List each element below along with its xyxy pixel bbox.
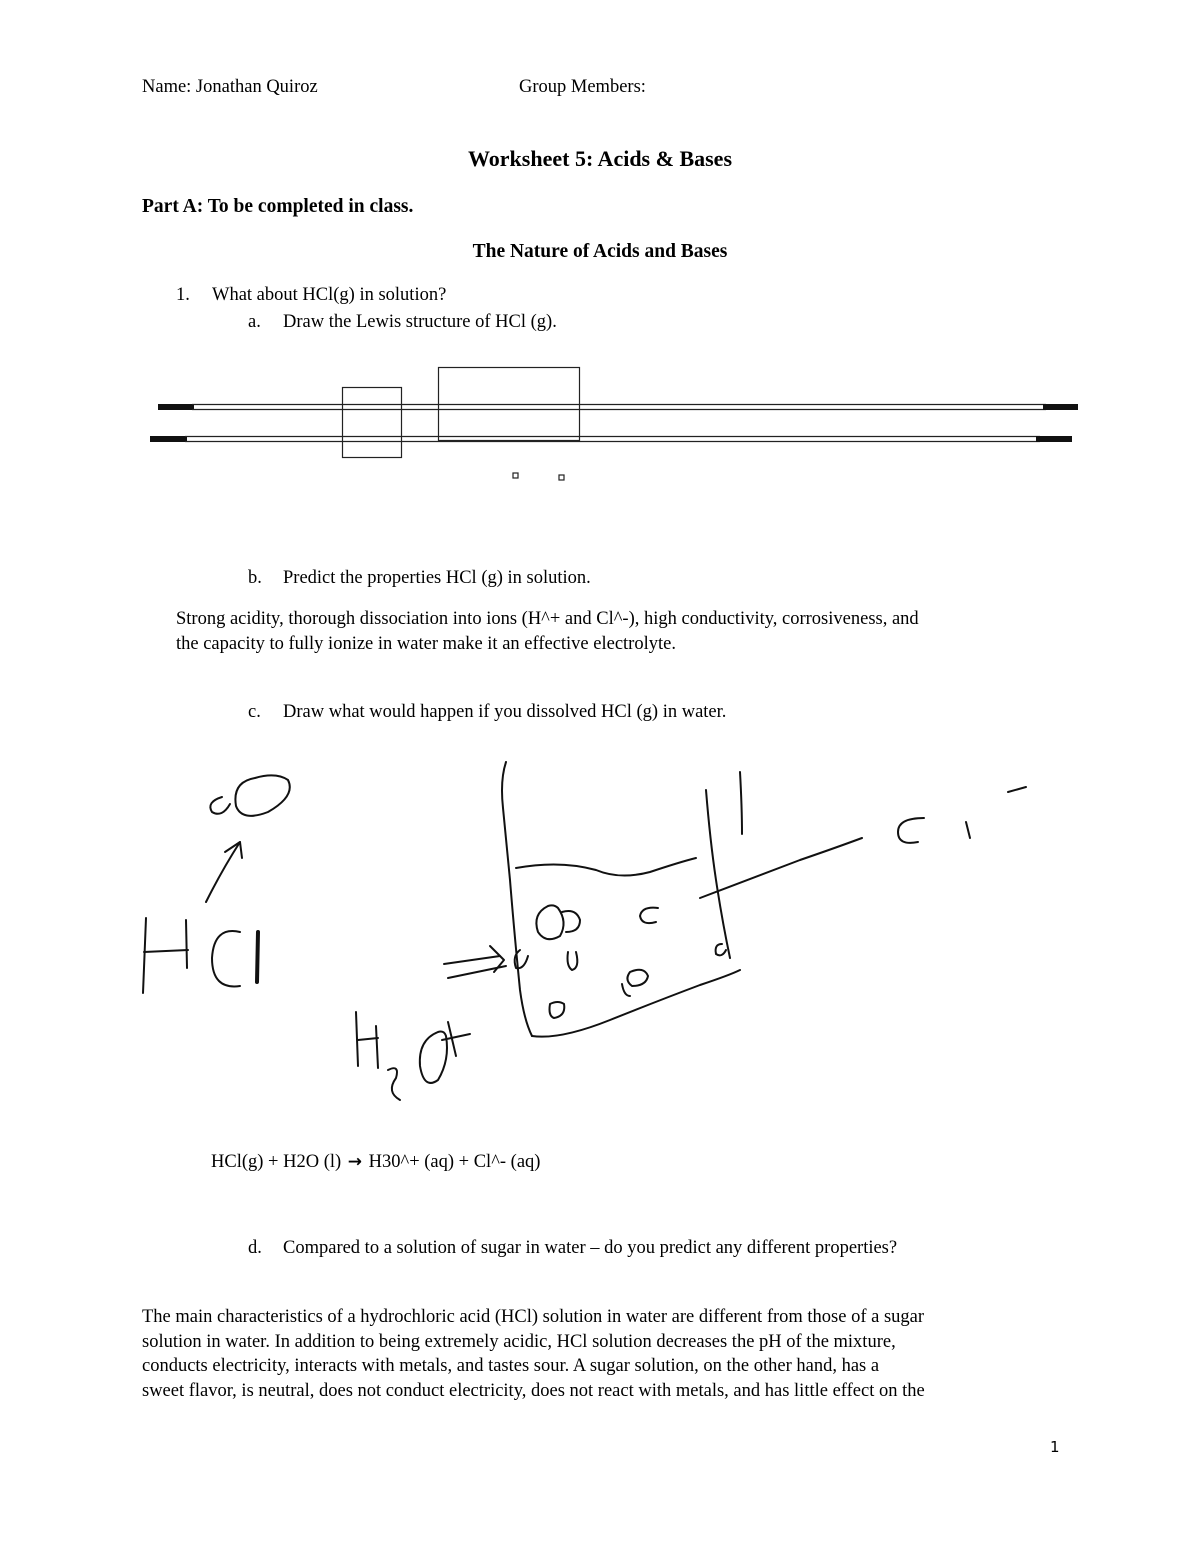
question-1c-letter: c. (248, 702, 261, 722)
question-1b-letter: b. (248, 568, 262, 588)
question-1b-text: Predict the properties HCl (g) in solution. (283, 568, 591, 588)
equation-reactants: HCl(g) + H2O (l) (211, 1152, 342, 1172)
answer-d-line: conducts electricity, interacts with metals, and tastes sour. A sugar solution, on the other hand, has a (142, 1356, 880, 1376)
group-members-field: Group Members: (519, 77, 646, 97)
answer-d-paragraph (142, 1305, 925, 1403)
section-title: The Nature of Acids and Bases (472, 241, 728, 262)
answer-d-line: sweet flavor, is neutral, does not conduct electricity, does not react with metals, and has little effect on the (142, 1380, 925, 1401)
answer-b-paragraph (176, 607, 919, 656)
question-1-number: 1. (176, 285, 190, 305)
part-a-heading: Part A: To be completed in class. (142, 196, 414, 217)
answer-b-line: Strong acidity, thorough dissociation into ions (H^+ and Cl^-), high conductivity, corrosiveness, and (176, 609, 919, 629)
worksheet-title: Worksheet 5: Acids & Bases (468, 146, 732, 171)
reaction-equation (211, 1150, 540, 1174)
question-1c-text: Draw what would happen if you dissolved HCl (g) in water. (283, 702, 727, 722)
equation-arrow: → (347, 1152, 363, 1172)
page-number: 1 (1050, 1438, 1060, 1456)
question-1a-text: Draw the Lewis structure of HCl (g). (283, 312, 557, 332)
answer-b-line: the capacity to fully ionize in water make it an effective electrolyte. (176, 633, 676, 654)
lewis-structure-drawing (0, 355, 1200, 495)
question-1a-letter: a. (248, 312, 261, 332)
answer-d-line: solution in water. In addition to being extremely acidic, HCl solution decreases the pH of the mixture, (142, 1331, 896, 1352)
question-1d-text: Compared to a solution of sugar in water – do you predict any different properties? (283, 1238, 898, 1258)
question-1-text: What about HCl(g) in solution? (212, 285, 447, 305)
handwritten-dissolution-sketch (0, 740, 1200, 1120)
equation-products: H30^+ (aq) + Cl^- (aq) (368, 1152, 541, 1172)
name-field: Name: Jonathan Quiroz (142, 77, 318, 97)
question-1d-letter: d. (248, 1238, 262, 1258)
answer-d-line: The main characteristics of a hydrochloric acid (HCl) solution in water are different from those of a sugar (142, 1307, 925, 1327)
